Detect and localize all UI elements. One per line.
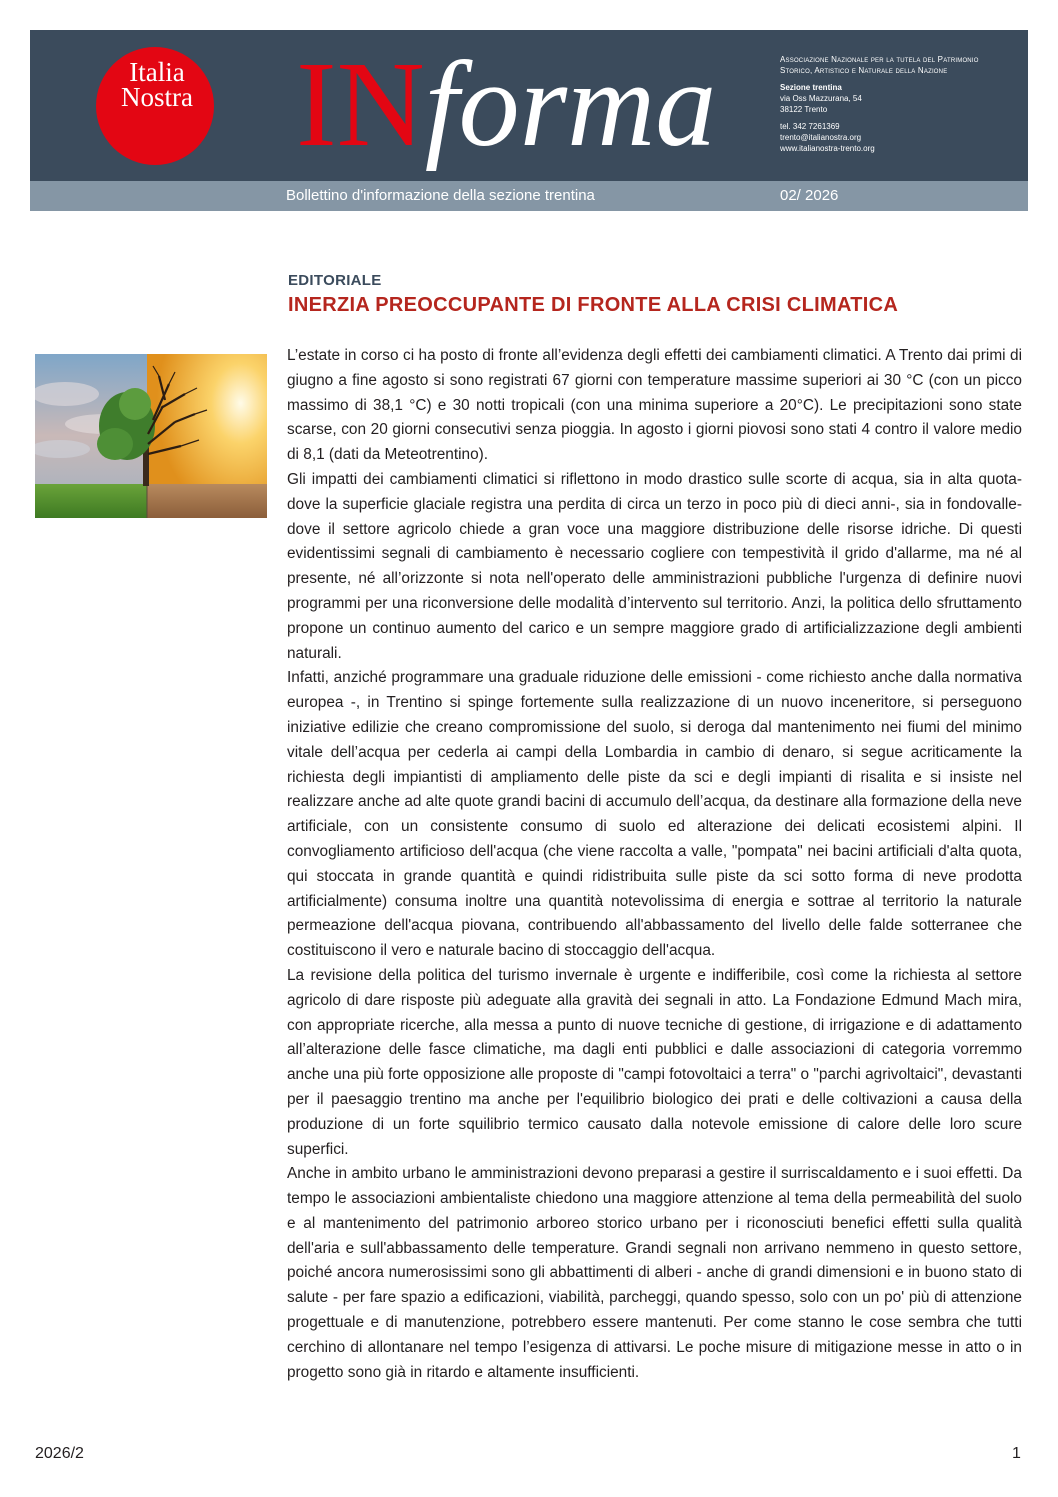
association-name-1: Associazione Nazionale per la tutela del Patrimonio [780,55,979,64]
footer-issue: 2026/2 [35,1445,84,1462]
logo-wordmark [102,57,212,112]
paragraph: La revisione della politica del turismo invernale è urgente e indifferibile, così come la richiesta al settore agricolo di dare risposte più adeguate alla gravità dei segnali in atto. La Fondazione Edmund Mach mira, con appropriate ricerche, alla messa a punto di nuove tecniche di gestione, di irrigazione e di adattamento all’alterazione delle fasce climatiche, ma dagli enti pubblici e dalle associazioni di categoria vorremmo anche una più forte opposizione alle proposte di "campi fotovoltaici a terra" o "parchi agrivoltaici", devastanti per il paesaggio trentino ma anche per l'equilibrio biologico dei prati e delle coltivazioni a causa della produzione di un forte squilibrio termico causato dalla notevole emissione di calore delle loro scure superfici. [287,966,1022,1158]
logo-line-2: Nostra [121,82,193,112]
section-label: EDITORIALE [288,272,382,289]
phone: tel. 342 7261369 [780,122,840,131]
masthead-in: IN [296,37,425,172]
article-title: INERZIA PREOCCUPANTE DI FRONTE ALLA CRISI CLIMATICA [288,294,899,316]
paragraph: Infatti, anziché programmare una graduale riduzione delle emissioni - come richiesto anche dalla normativa europea -, in Trentino si spinge fortemente sulla realizzazione di un nuovo inceneritore, si perseguono iniziative edilizie che creano compromissione del suolo, si deroga dal mantenimento nei fiumi del minimo vitale dell’acqua per cederla ai campi della Lombardia in cambio di denaro, si segue acriticamente la richiesta degli impiantisti di ampliamento delle piste da sci e degli impianti di risalita e si insiste nel realizzare anche ad alte quote grandi bacini di accumulo dell’acqua, da destinare alla formazione della neve artificiale, con un consistente consumo di suolo ed alterazione dei delicati ecosistemi alpini. Il convogliamento artificioso dell'acqua (che viene raccolta a valle, "pompata" nei bacini artificiali d'alta quota, qui stoccata in grande quantità e quindi ridistribuita sulle piste da sci sotto forma di neve prodotta artificialmente) consuma inoltre una quantità notevolissima di energia e sottrae al territorio la naturale permeazione dell'acqua piovana, contribuendo all'abbassamento del livello delle falde sotterranee che costituiscono il vero e naturale bacino di stoccaggio dell'acqua. [287,669,1022,960]
bulletin-subtitle: Bollettino d'informazione della sezione trentina [286,187,595,204]
association-info [780,54,1025,154]
newsletter-title [296,30,716,180]
section-name: Sezione trentina [780,83,842,92]
page-number: 1 [1012,1445,1021,1462]
address-line-1: via Oss Mazzurana, 54 [780,94,862,103]
website: www.italianostra-trento.org [780,144,875,153]
association-name-2: Storico, Artistico e Naturale della Nazione [780,66,948,75]
paragraph: Gli impatti dei cambiamenti climatici si riflettono in modo drastico sulle scorte di acqua, sia in alta quota- dove la superficie glaciale registra una perdita di circa un terzo in poco più di dieci anni-, sia in fondovalle- dove il settore agricolo chiede a gran voce una maggiore distribuzione delle risorse idriche. Di questi evidentissimi segnali di cambiamento è necessario cogliere con tempestività il grido d'allarme, ma né al presente, né all’orizzonte si nota nell'operato delle amministrazioni pubbliche l'urgenza di definire nuovi programmi per una riconversione delle modalità d’intervento sul territorio. Anzi, la politica dello sfruttamento propone un continuo aumento del carico e un sempre maggiore grado di artificializzazione degli ambienti naturali. [287,470,1022,662]
article-body [287,344,1022,1385]
bulletin-bar [30,181,1028,211]
masthead-forma: forma [424,37,717,172]
logo-line-1: Italia [129,57,185,87]
address-line-2: 38122 Trento [780,105,828,114]
paragraph: L’estate in corso ci ha posto di fronte all’evidenza degli effetti dei cambiamenti climatici. A Trento dai primi di giugno a fine agosto si sono registrati 67 giorni con temperature massime superiori ai 30 °C (con un picco massimo di 38,1 °C) e 30 notti tropicali (con una minima superiore a 20°C). Le precipitazioni sono state scarse, con 20 giorni consecutivi senza pioggia. In agosto i giorni piovosi sono stati 4 contro il valore medio di 8,1 (dati da Meteotrentino). [287,347,1022,464]
paragraph: Anche in ambito urbano le amministrazioni devono preparasi a gestire il surriscaldamento e i suoi effetti. Da tempo le associazioni ambientaliste chiedono una maggiore attenzione al tema della permeabilità del suolo e al mantenimento del patrimonio arboreo storico urbano per i riconosciuti benefici effetti sulla qualità dell'aria e sull'abbassamento delle temperature. Grandi segnali non arrivano nemmeno in questo settore, poiché ancora numerosissimi sono gli abbattimenti di alberi - anche di grandi dimensioni e in buono stato di salute - per fare spazio a edificazioni, viabilità, parcheggi, quando spesso, solo con un po' più di attenzione progettuale e di manutenzione, potrebbero essere mantenuti. Per come stanno le cose sembra che tutti cerchino di allontanare nel tempo l’esigenza di attivarsi. Le poche misure di mitigazione messe in atto o in progetto sono già in ritardo e altamente insufficienti. [287,1165,1022,1381]
issue-number: 02/ 2026 [780,187,839,204]
email: trento@italianostra.org [780,133,862,142]
climate-tree-photo [35,354,267,518]
